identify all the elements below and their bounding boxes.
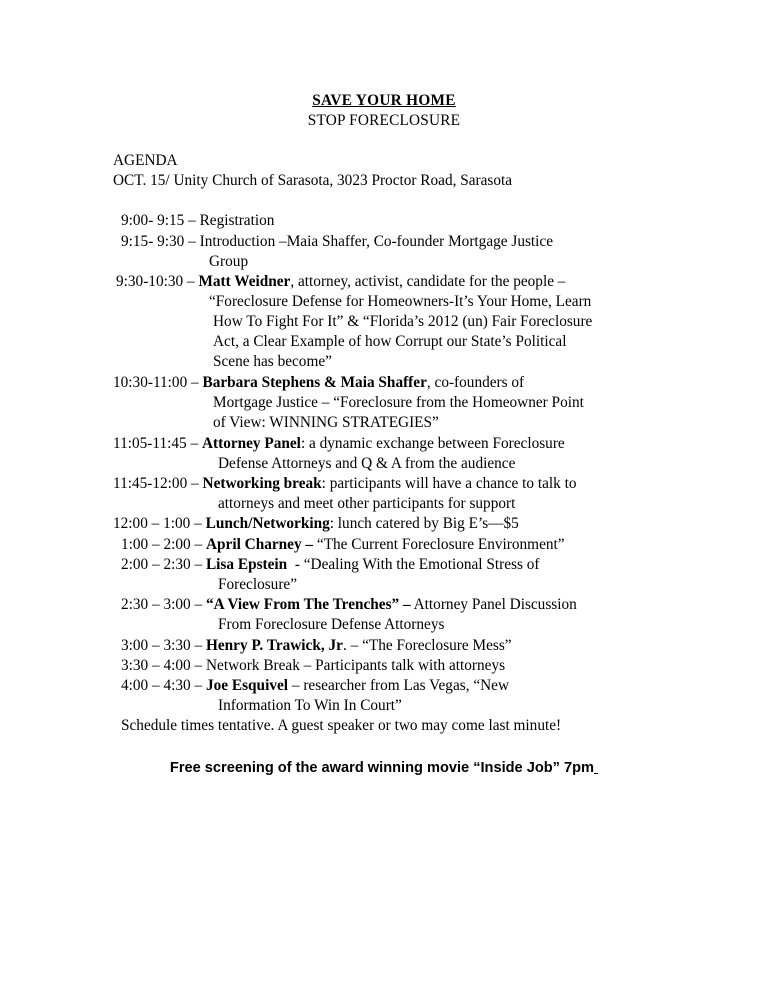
agenda-label: AGENDA	[113, 152, 178, 169]
schedule-text: , co-founders of	[426, 374, 525, 391]
schedule-note: Schedule times tentative. A guest speaker or two may come last minute!	[121, 717, 562, 734]
schedule-time: 11:05-11:45 –	[113, 435, 202, 452]
schedule-continuation: Group	[209, 253, 249, 270]
schedule-text: - “Dealing With the Emotional Stress of	[287, 556, 540, 573]
schedule-time: 3:30 – 4:00 –	[121, 657, 206, 674]
schedule-item	[121, 656, 505, 676]
schedule-item	[121, 636, 512, 656]
schedule-time: 11:45-12:00 –	[113, 475, 203, 492]
schedule-time: 3:00 – 3:30 –	[121, 637, 206, 654]
schedule-time: 9:30-10:30 –	[116, 273, 199, 290]
schedule-continuation: Defense Attorneys and Q & A from the audience	[218, 455, 516, 472]
speaker-name: April Charney –	[205, 536, 314, 553]
schedule-continuation: “Foreclosure Defense for Homeowners-It’s Your Home, Learn	[209, 293, 592, 310]
schedule-text: – researcher from Las Vegas, “New	[288, 677, 510, 694]
schedule-time: 10:30-11:00 –	[113, 374, 203, 391]
speaker-name: Henry P. Trawick, Jr	[205, 637, 343, 654]
schedule-time: 4:00 – 4:30 –	[121, 677, 206, 694]
schedule-text: : participants will have a chance to talk to	[321, 475, 577, 492]
schedule-continuation: Information To Win In Court”	[218, 697, 402, 714]
schedule-item	[113, 514, 519, 534]
schedule-text: , attorney, activist, candidate for the people –	[290, 273, 566, 290]
schedule-item	[113, 474, 577, 494]
schedule-item	[121, 595, 577, 615]
page-subtitle: STOP FORECLOSURE	[307, 112, 461, 129]
movie-screening-notice: Free screening of the award winning movie “Inside Job” 7pm	[169, 760, 595, 776]
schedule-text: : lunch catered by Big E’s—$5	[329, 515, 519, 532]
speaker-name: Barbara Stephens & Maia Shaffer	[202, 374, 427, 391]
schedule-item	[113, 373, 524, 393]
speaker-name: Attorney Panel	[201, 435, 301, 452]
schedule-text: Introduction –Maia Shaffer, Co-founder Mortgage Justice	[199, 233, 553, 250]
schedule-text: : a dynamic exchange between Foreclosure	[300, 435, 565, 452]
schedule-time: 12:00 – 1:00 –	[113, 515, 206, 532]
schedule-continuation: attorneys and meet other participants for support	[218, 495, 516, 512]
schedule-time: 2:00 – 2:30 –	[121, 556, 206, 573]
schedule-item	[121, 555, 539, 575]
schedule-item	[121, 211, 274, 231]
schedule-continuation: Mortgage Justice – “Foreclosure from the Homeowner Point	[213, 394, 584, 411]
schedule-item	[113, 434, 565, 454]
schedule-continuation: Scene has become”	[213, 353, 332, 370]
page-title: SAVE YOUR HOME	[312, 92, 456, 109]
schedule-continuation: of View: WINNING STRATEGIES”	[213, 414, 439, 431]
schedule-time: 2:30 – 3:00 –	[121, 596, 206, 613]
schedule-continuation: How To Fight For It” & “Florida’s 2012 (un) Fair Foreclosure	[213, 313, 593, 330]
schedule-time: 9:15- 9:30 –	[121, 233, 200, 250]
schedule-text: Attorney Panel Discussion	[410, 596, 577, 613]
schedule-item	[121, 676, 509, 696]
schedule-item	[121, 535, 565, 555]
speaker-name: Matt Weidner	[198, 273, 291, 290]
schedule-time: 1:00 – 2:00 –	[121, 536, 206, 553]
schedule-continuation: From Foreclosure Defense Attorneys	[218, 616, 445, 633]
speaker-name: Lisa Epstein	[205, 556, 288, 573]
schedule-continuation: Act, a Clear Example of how Corrupt our State’s Political	[213, 333, 567, 350]
schedule-item	[116, 272, 565, 292]
schedule-time: 9:00- 9:15 –	[121, 212, 200, 229]
speaker-name: Networking break	[202, 475, 322, 492]
schedule-text: . – “The Foreclosure Mess”	[342, 637, 512, 654]
schedule-text: Network Break – Participants talk with attorneys	[205, 657, 506, 674]
schedule-continuation: Foreclosure”	[218, 576, 298, 593]
event-date-location: OCT. 15/ Unity Church of Sarasota, 3023 Proctor Road, Sarasota	[113, 172, 513, 189]
speaker-name: Lunch/Networking	[205, 515, 330, 532]
schedule-text: Registration	[199, 212, 275, 229]
speaker-name: Joe Esquivel	[205, 677, 289, 694]
session-title: “A View From The Trenches” –	[205, 596, 411, 613]
schedule-text: “The Current Foreclosure Environment”	[313, 536, 565, 553]
schedule-item	[121, 232, 553, 252]
